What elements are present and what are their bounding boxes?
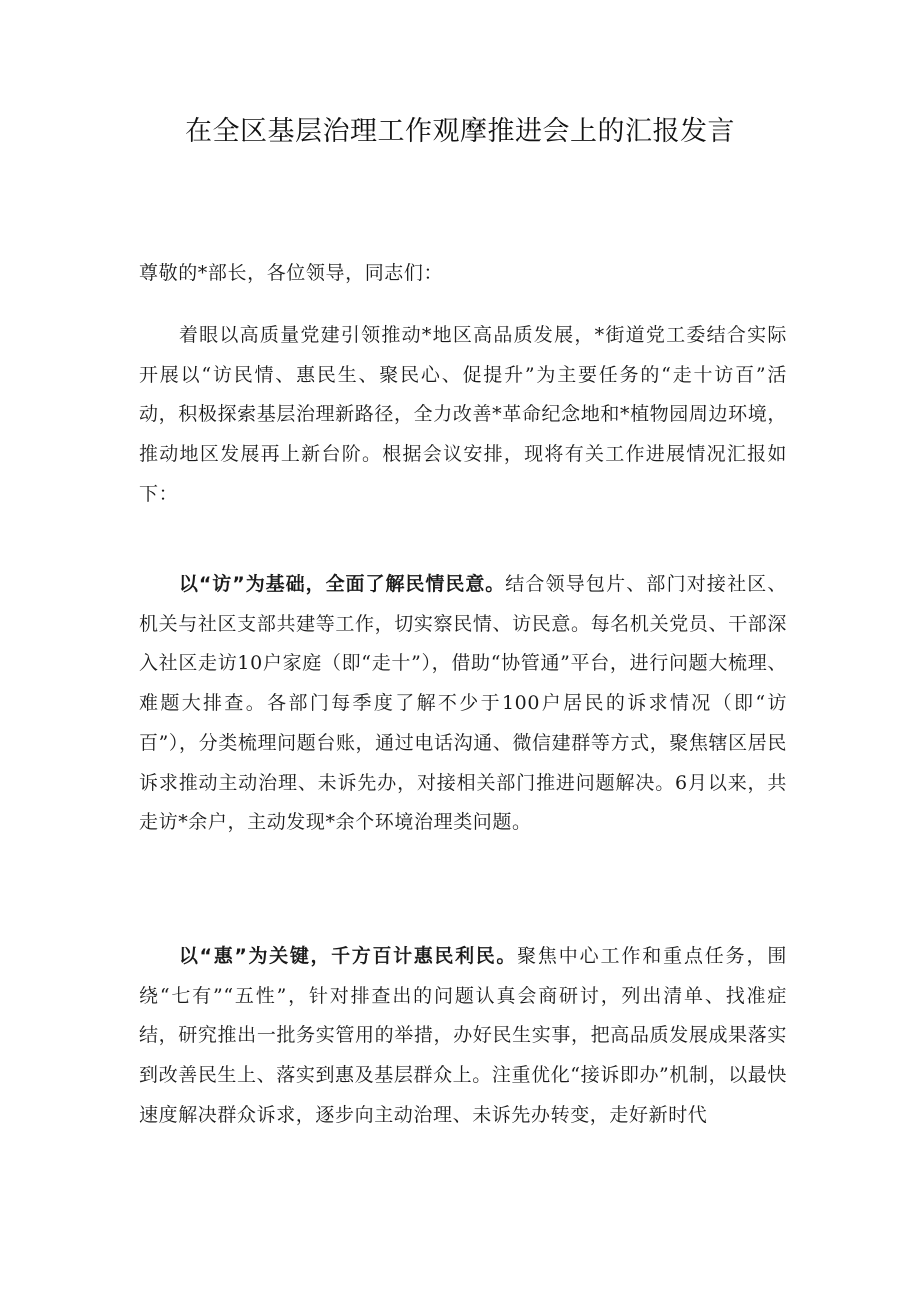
section-text-benefit: 聚焦中心工作和重点任务，围绕“七有”“五性”，针对排查出的问题认真会商研讨，列出清单、找准症结，研究推出一批务实管用的举措，办好民生实事，把高品质发展成果落实到改善民生上、落实到惠及基层群众上。注重优化“接诉即办”机制，以最快速度解决群众诉求，逐步向主动治理、未诉先办转变，走好新时代 [139, 945, 787, 1126]
section-paragraph-visit [139, 565, 787, 843]
section-paragraph-benefit [139, 937, 787, 1136]
section-heading-visit: 以“访”为基础，全面了解民情民意。 [178, 573, 506, 595]
salutation: 尊敬的*部长，各位领导，同志们： [139, 262, 444, 284]
section-heading-benefit: 以“惠”为关键，千方百计惠民利民。 [178, 945, 518, 967]
document-title: 在全区基层治理工作观摩推进会上的汇报发言 [185, 116, 735, 147]
section-text-visit: 结合领导包片、部门对接社区、机关与社区支部共建等工作，切实察民情、访民意。每名机关党员、干部深入社区走访10户家庭（即“走十”），借助“协管通”平台，进行问题大梳理、难题大排查。各部门每季度了解不少于100户居民的诉求情况（即“访百”），分类梳理问题台账，通过电话沟通、微信建群等方式，聚焦辖区居民诉求推动主动治理、未诉先办，对接相关部门推进问题解决。6月以来，共走访*余户，主动发现*余个环境治理类问题。 [139, 573, 787, 834]
intro-paragraph: 着眼以高质量党建引领推动*地区高品质发展，*街道党工委结合实际开展以“访民情、惠民生、聚民心、促提升”为主要任务的“走十访百”活动，积极探索基层治理新路径，全力改善*革命纪念地和*植物园周边环境，推动地区发展再上新台阶。根据会议安排，现将有关工作进展情况汇报如下： [139, 324, 787, 505]
